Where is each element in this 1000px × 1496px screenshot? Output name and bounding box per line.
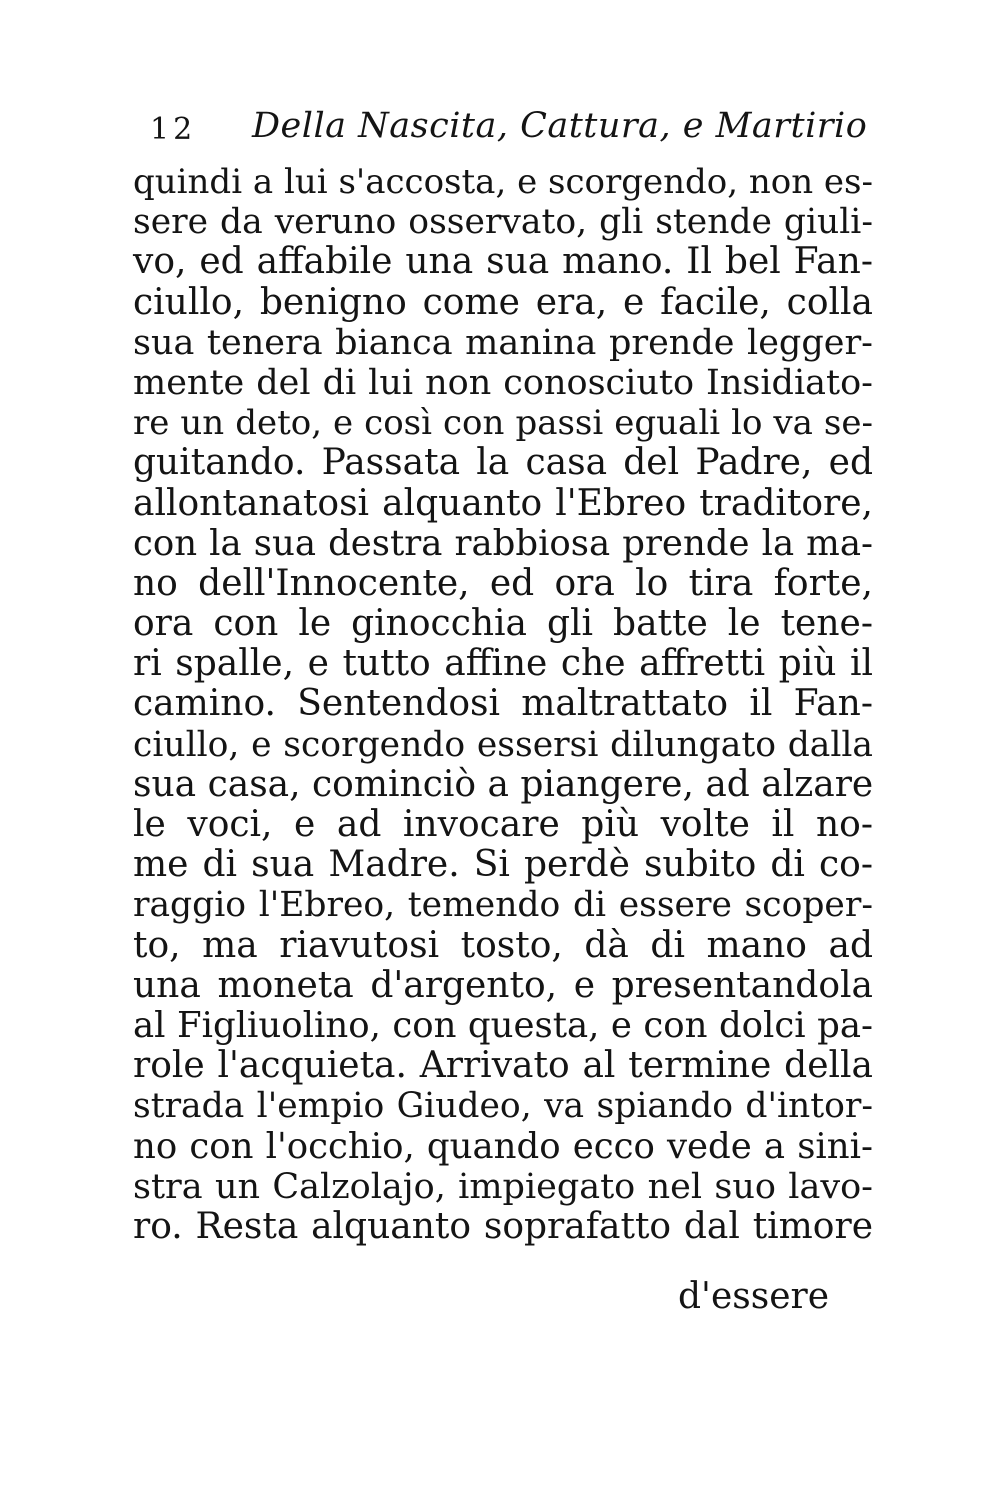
text-line: ciullo, e scorgendo essersi dilungato dalla: [133, 724, 873, 765]
text-line: sere da veruno osservato, gli stende giuli-: [133, 202, 873, 243]
text-line: no dell'Innocente, ed ora lo tira forte,: [133, 562, 873, 604]
text-line: to, ma riavutosi tosto, dà di mano ad: [133, 924, 873, 966]
text-line: al Figliuolino, con questa, e con dolci pa-: [133, 1004, 873, 1046]
text-line: vo, ed affabile una sua mano. Il bel Fan-: [133, 241, 873, 283]
text-line: una moneta d'argento, e presentandola: [133, 964, 873, 1006]
running-title: Della Nascita, Cattura, e Martirio: [252, 106, 868, 146]
text-line: me di sua Madre. Si perdè subito di co-: [133, 844, 873, 886]
text-line: role l'acquieta. Arrivato al termine della: [133, 1045, 873, 1087]
catchword: d'essere: [678, 1276, 830, 1317]
text-line: stra un Calzolajo, impiegato nel suo lavo-: [133, 1166, 873, 1207]
text-line: sua casa, cominciò a piangere, ad alzare: [133, 763, 874, 805]
text-line: ora con le ginocchia gli batte le tene-: [133, 603, 873, 645]
text-line: sua tenera bianca manina prende legger-: [133, 322, 873, 363]
page-number: 12: [150, 112, 197, 147]
text-line: no con l'occhio, quando ecco vede a sini-: [133, 1125, 873, 1167]
text-line: raggio l'Ebreo, temendo di essere scoper-: [133, 885, 873, 926]
text-line: le voci, e ad invocare più volte il no-: [133, 804, 873, 845]
text-line: allontanatosi alquanto l'Ebreo traditore,: [133, 482, 873, 524]
text-line: guitando. Passata la casa del Padre, ed: [133, 442, 873, 484]
text-line: camino. Sentendosi maltrattato il Fan-: [133, 683, 873, 725]
text-line: ciullo, benigno come era, e facile, colla: [133, 281, 873, 323]
text-line: ri spalle, e tutto affine che affretti più il: [133, 643, 873, 685]
text-line: re un deto, e così con passi eguali lo va se-: [133, 403, 873, 444]
text-line: con la sua destra rabbiosa prende la ma-: [133, 522, 873, 564]
text-line: ro. Resta alquanto soprafatto dal timore: [133, 1205, 873, 1247]
running-head: [150, 106, 870, 156]
text-line: quindi a lui s'accosta, e scorgendo, non es-: [133, 162, 873, 202]
body-text: [133, 162, 873, 1247]
text-line: mente del di lui non conosciuto Insidiato-: [133, 362, 873, 403]
text-line: strada l'empio Giudeo, va spiando d'intor-: [133, 1086, 873, 1127]
